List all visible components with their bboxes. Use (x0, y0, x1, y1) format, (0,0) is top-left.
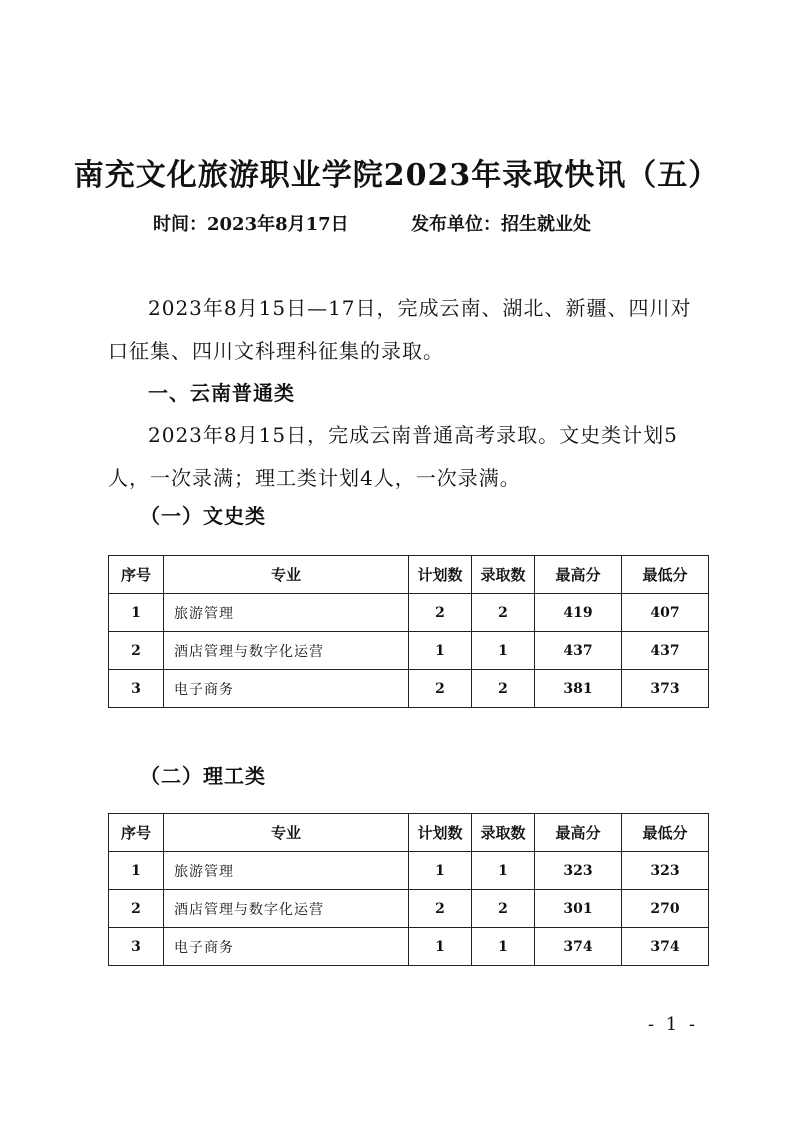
cell-admitted: 2 (472, 890, 535, 928)
cell-major: 电子商务 (164, 670, 409, 708)
cell-min-score: 270 (622, 890, 709, 928)
column-header-plan: 计划数 (409, 814, 472, 852)
cell-min-score: 374 (622, 928, 709, 966)
page-number: - 1 - (648, 1014, 699, 1035)
admission-table-science (108, 813, 709, 966)
cell-admitted: 2 (472, 594, 535, 632)
cell-plan: 1 (409, 928, 472, 966)
cell-admitted: 1 (472, 852, 535, 890)
section-paragraph-yunnan: 2023年8月15日，完成云南普通高考录取。文史类计划5人，一次录满；理工类计划4人，一次录满。 (108, 423, 678, 490)
column-header-min-score: 最低分 (622, 814, 709, 852)
cell-admitted: 2 (472, 670, 535, 708)
table-header-row (109, 556, 709, 594)
cell-max-score: 419 (535, 594, 622, 632)
cell-max-score: 323 (535, 852, 622, 890)
cell-plan: 2 (409, 890, 472, 928)
cell-min-score: 373 (622, 670, 709, 708)
column-header-major: 专业 (164, 556, 409, 594)
table-row (109, 632, 709, 670)
cell-min-score: 407 (622, 594, 709, 632)
document-meta (153, 210, 591, 236)
column-header-no: 序号 (109, 814, 164, 852)
admission-table-liberal-arts (108, 555, 709, 708)
table-row (109, 890, 709, 928)
column-header-no: 序号 (109, 556, 164, 594)
subsection-heading-science: （二）理工类 (140, 764, 266, 788)
table-row (109, 928, 709, 966)
cell-min-score: 437 (622, 632, 709, 670)
column-header-min-score: 最低分 (622, 556, 709, 594)
table-row (109, 852, 709, 890)
cell-major: 旅游管理 (164, 594, 409, 632)
cell-max-score: 381 (535, 670, 622, 708)
column-header-admitted: 录取数 (472, 556, 535, 594)
table-header-row (109, 814, 709, 852)
subsection-heading-liberal-arts: （一）文史类 (140, 504, 266, 528)
publisher: 发布单位：招生就业处 (410, 214, 591, 235)
cell-major: 电子商务 (164, 928, 409, 966)
cell-major: 旅游管理 (164, 852, 409, 890)
cell-no: 1 (109, 594, 164, 632)
table-row (109, 594, 709, 632)
table-row (109, 670, 709, 708)
cell-admitted: 1 (472, 632, 535, 670)
cell-plan: 2 (409, 594, 472, 632)
column-header-major: 专业 (164, 814, 409, 852)
cell-no: 3 (109, 928, 164, 966)
column-header-max-score: 最高分 (535, 556, 622, 594)
cell-major: 酒店管理与数字化运营 (164, 890, 409, 928)
cell-plan: 2 (409, 670, 472, 708)
intro-paragraph: 2023年8月15日—17日，完成云南、湖北、新疆、四川对口征集、四川文科理科征集的录取。 (108, 296, 692, 363)
cell-plan: 1 (409, 632, 472, 670)
cell-no: 3 (109, 670, 164, 708)
cell-max-score: 301 (535, 890, 622, 928)
column-header-admitted: 录取数 (472, 814, 535, 852)
cell-plan: 1 (409, 852, 472, 890)
cell-min-score: 323 (622, 852, 709, 890)
cell-max-score: 374 (535, 928, 622, 966)
cell-major: 酒店管理与数字化运营 (164, 632, 409, 670)
cell-max-score: 437 (535, 632, 622, 670)
section-heading-yunnan: 一、云南普通类 (148, 381, 295, 405)
publish-date: 时间：2023年8月17日 (153, 214, 349, 235)
cell-admitted: 1 (472, 928, 535, 966)
page-title: 南充文化旅游职业学院2023年录取快讯（五） (73, 158, 720, 193)
cell-no: 2 (109, 890, 164, 928)
cell-no: 2 (109, 632, 164, 670)
column-header-plan: 计划数 (409, 556, 472, 594)
column-header-max-score: 最高分 (535, 814, 622, 852)
cell-no: 1 (109, 852, 164, 890)
